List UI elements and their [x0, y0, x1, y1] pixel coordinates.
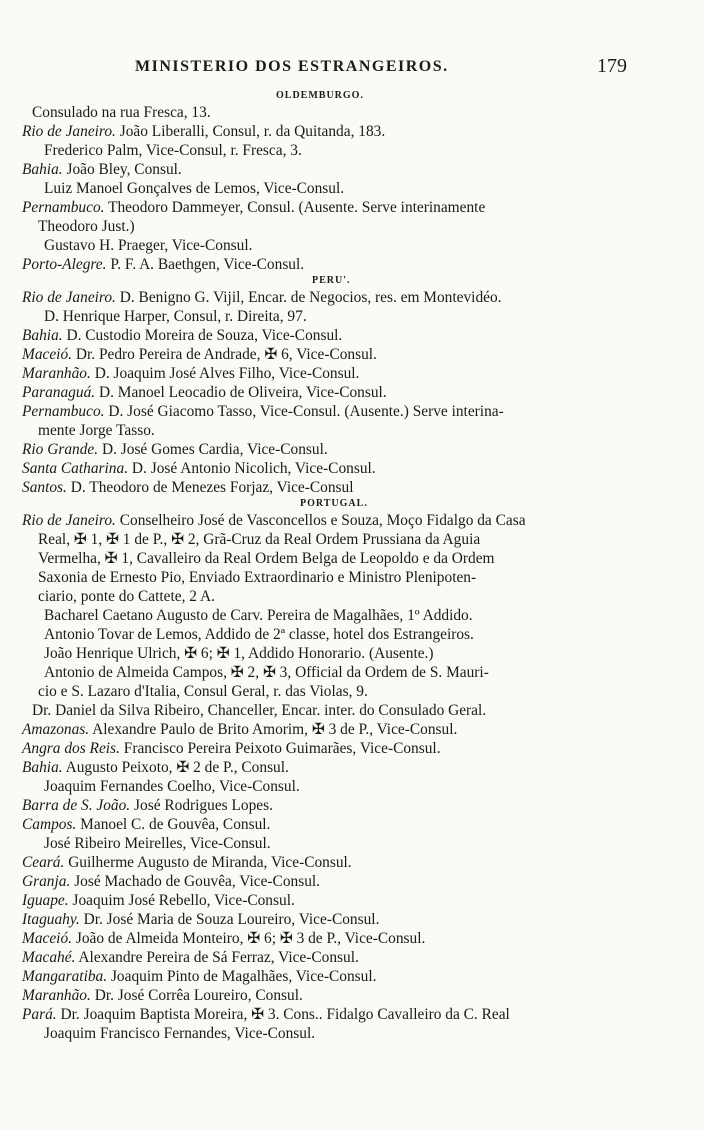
place-name: Pará.: [22, 1006, 57, 1023]
place-name: Bahia.: [22, 161, 63, 178]
entry-text: Joaquim Pinto de Magalhães, Vice-Consul.: [110, 968, 377, 985]
entry-line: [0, 929, 704, 948]
entry-text: Luiz Manoel Gonçalves de Lemos, Vice-Consul.: [44, 180, 345, 197]
entry-line: [0, 891, 704, 910]
entry-text: D. José Giacomo Tasso, Vice-Consul. (Ausente.) Serve interina-: [108, 403, 504, 420]
entry-text: Dr. Daniel da Silva Ribeiro, Chanceller, Encar. inter. do Consulado Geral.: [32, 702, 487, 719]
entry-line: [0, 198, 704, 217]
entry-text: Bacharel Caetano Augusto de Carv. Pereira de Magalhães, 1º Addido.: [44, 607, 473, 624]
entry-line: [0, 606, 704, 625]
place-name: Maranhão.: [22, 987, 91, 1004]
entry-text: D. José Antonio Nicolich, Vice-Consul.: [131, 460, 376, 477]
entry-line: [0, 141, 704, 160]
entry-line: [0, 160, 704, 179]
place-name: Iguape.: [22, 892, 69, 909]
entry-line: [0, 682, 704, 701]
entry-text: Theodoro Just.): [38, 218, 135, 235]
entry-line: [0, 967, 704, 986]
entry-line: [0, 739, 704, 758]
entry-line: [0, 402, 704, 421]
section-heading: PERU'.: [312, 275, 351, 286]
place-name: Maceió.: [22, 930, 72, 947]
entry-text: Alexandre Paulo de Brito Amorim, ✠ 3 de P., Vice-Consul.: [92, 721, 458, 738]
entry-text: Theodoro Dammeyer, Consul. (Ausente. Serve interinamente: [108, 199, 486, 216]
entry-text: João Henrique Ulrich, ✠ 6; ✠ 1, Addido Honorario. (Ausente.): [44, 645, 434, 662]
entry-text: João de Almeida Monteiro, ✠ 6; ✠ 3 de P., Vice-Consul.: [75, 930, 426, 947]
place-name: Bahia.: [22, 759, 63, 776]
entry-text: Francisco Pereira Peixoto Guimarães, Vice-Consul.: [123, 740, 441, 757]
entry-text: Manoel C. de Gouvêa, Consul.: [80, 816, 271, 833]
entry-text: cio e S. Lazaro d'Italia, Consul Geral, r. das Violas, 9.: [38, 683, 368, 700]
entry-line: [0, 255, 704, 274]
entry-text: João Liberalli, Consul, r. da Quitanda, 183.: [119, 123, 386, 140]
entry-line: [0, 217, 704, 236]
place-name: Mangaratiba.: [22, 968, 108, 985]
entry-line: [0, 1024, 704, 1043]
entry-text: D. Theodoro de Menezes Forjaz, Vice-Consul: [70, 479, 354, 496]
place-name: Rio de Janeiro.: [22, 289, 116, 306]
entry-line: [0, 103, 704, 122]
place-name: Barra de S. João.: [22, 797, 131, 814]
entry-text: Joaquim Francisco Fernandes, Vice-Consul.: [44, 1025, 316, 1042]
entry-line: [0, 568, 704, 587]
entry-line: [0, 815, 704, 834]
entry-line: [0, 910, 704, 929]
entry-text: Dr. José Maria de Souza Loureiro, Vice-Consul.: [83, 911, 380, 928]
entry-text: Joaquim Fernandes Coelho, Vice-Consul.: [44, 778, 300, 795]
entry-text: José Machado de Gouvêa, Vice-Consul.: [74, 873, 321, 890]
place-name: Rio de Janeiro.: [22, 123, 116, 140]
entry-line: [0, 236, 704, 255]
place-name: Santos.: [22, 479, 67, 496]
entry-text: Consulado na rua Fresca, 13.: [32, 104, 211, 121]
place-name: Pernambuco.: [22, 403, 105, 420]
entry-text: Antonio Tovar de Lemos, Addido de 2ª classe, hotel dos Estrangeiros.: [44, 626, 474, 643]
entry-line: [0, 644, 704, 663]
running-title: MINISTERIO DOS ESTRANGEIROS.: [135, 58, 449, 75]
entry-line: [0, 758, 704, 777]
entry-text: José Ribeiro Meirelles, Vice-Consul.: [44, 835, 271, 852]
entry-line: [0, 179, 704, 198]
entry-text: Alexandre Pereira de Sá Ferraz, Vice-Consul.: [78, 949, 359, 966]
entry-line: [0, 440, 704, 459]
entry-text: D. Henrique Harper, Consul, r. Direita, 97.: [44, 308, 307, 325]
place-name: Angra dos Reis.: [22, 740, 120, 757]
entry-text: D. Benigno G. Vijil, Encar. de Negocios, res. em Montevidéo.: [119, 289, 502, 306]
entry-text: Antonio de Almeida Campos, ✠ 2, ✠ 3, Official da Ordem de S. Mauri-: [44, 664, 489, 681]
place-name: Santa Catharina.: [22, 460, 129, 477]
place-name: Pernambuco.: [22, 199, 105, 216]
place-name: Rio Grande.: [22, 441, 99, 458]
entry-line: [0, 364, 704, 383]
place-name: Granja.: [22, 873, 71, 890]
entry-line: [0, 459, 704, 478]
entry-text: Augusto Peixoto, ✠ 2 de P., Consul.: [65, 759, 289, 776]
place-name: Bahia.: [22, 327, 63, 344]
entry-line: [0, 625, 704, 644]
entry-text: Joaquim José Rebello, Vice-Consul.: [72, 892, 295, 909]
entry-text: D. Manoel Leocadio de Oliveira, Vice-Consul.: [98, 384, 387, 401]
entry-line: [0, 796, 704, 815]
entry-line: [0, 701, 704, 720]
entry-text: Vermelha, ✠ 1, Cavalleiro da Real Ordem Belga de Leopoldo e da Ordem: [38, 550, 495, 567]
section-heading: OLDEMBURGO.: [276, 90, 364, 101]
entry-line: [0, 383, 704, 402]
entry-text: Dr. Pedro Pereira de Andrade, ✠ 6, Vice-Consul.: [75, 346, 377, 363]
entry-text: Guilherme Augusto de Miranda, Vice-Consul.: [68, 854, 352, 871]
page-header: [0, 55, 704, 84]
entry-text: ciario, ponte do Cattete, 2 A.: [38, 588, 215, 605]
entry-line: [0, 122, 704, 141]
entry-line: [0, 421, 704, 440]
place-name: Amazonas.: [22, 721, 90, 738]
entry-text: Frederico Palm, Vice-Consul, r. Fresca, 3.: [44, 142, 302, 159]
entry-text: Dr. José Corrêa Loureiro, Consul.: [94, 987, 303, 1004]
entry-line: [0, 872, 704, 891]
place-name: Rio de Janeiro.: [22, 512, 116, 529]
entry-line: [0, 288, 704, 307]
page-number: 179: [597, 55, 627, 77]
entry-line: [0, 478, 704, 497]
entry-text: mente Jorge Tasso.: [38, 422, 155, 439]
entry-line: [0, 948, 704, 967]
place-name: Campos.: [22, 816, 77, 833]
entry-text: D. Joaquim José Alves Filho, Vice-Consul.: [94, 365, 360, 382]
entry-line: [0, 549, 704, 568]
entry-text: D. José Gomes Cardia, Vice-Consul.: [101, 441, 328, 458]
entry-text: João Bley, Consul.: [66, 161, 182, 178]
entry-line: [0, 1005, 704, 1024]
entry-text: Saxonia de Ernesto Pio, Enviado Extraordinario e Ministro Plenipoten-: [38, 569, 477, 586]
entry-line: [0, 663, 704, 682]
place-name: Itaguahy.: [22, 911, 80, 928]
entry-line: [0, 720, 704, 739]
place-name: Porto-Alegre.: [22, 256, 107, 273]
entry-text: D. Custodio Moreira de Souza, Vice-Consul.: [66, 327, 343, 344]
place-name: Macahé.: [22, 949, 76, 966]
place-name: Paranaguá.: [22, 384, 96, 401]
entry-line: [0, 530, 704, 549]
entry-text: Real, ✠ 1, ✠ 1 de P., ✠ 2, Grã-Cruz da Real Ordem Prussiana da Aguia: [38, 531, 481, 548]
entry-line: [0, 511, 704, 530]
entry-line: [0, 307, 704, 326]
section-heading: PORTUGAL.: [300, 498, 368, 509]
entry-text: Conselheiro José de Vasconcellos e Souza, Moço Fidalgo da Casa: [119, 512, 526, 529]
entry-text: José Rodrigues Lopes.: [134, 797, 273, 814]
entry-text: Gustavo H. Praeger, Vice-Consul.: [44, 237, 253, 254]
place-name: Maranhão.: [22, 365, 91, 382]
entry-line: [0, 986, 704, 1005]
entry-text: Dr. Joaquim Baptista Moreira, ✠ 3. Cons.. Fidalgo Cavalleiro da C. Real: [60, 1006, 510, 1023]
entry-line: [0, 853, 704, 872]
directory-listing: [0, 89, 704, 1043]
place-name: Maceió.: [22, 346, 72, 363]
entry-line: [0, 777, 704, 796]
entry-line: [0, 345, 704, 364]
entry-line: [0, 326, 704, 345]
entry-text: P. F. A. Baethgen, Vice-Consul.: [110, 256, 305, 273]
entry-line: [0, 834, 704, 853]
entry-line: [0, 587, 704, 606]
place-name: Ceará.: [22, 854, 65, 871]
